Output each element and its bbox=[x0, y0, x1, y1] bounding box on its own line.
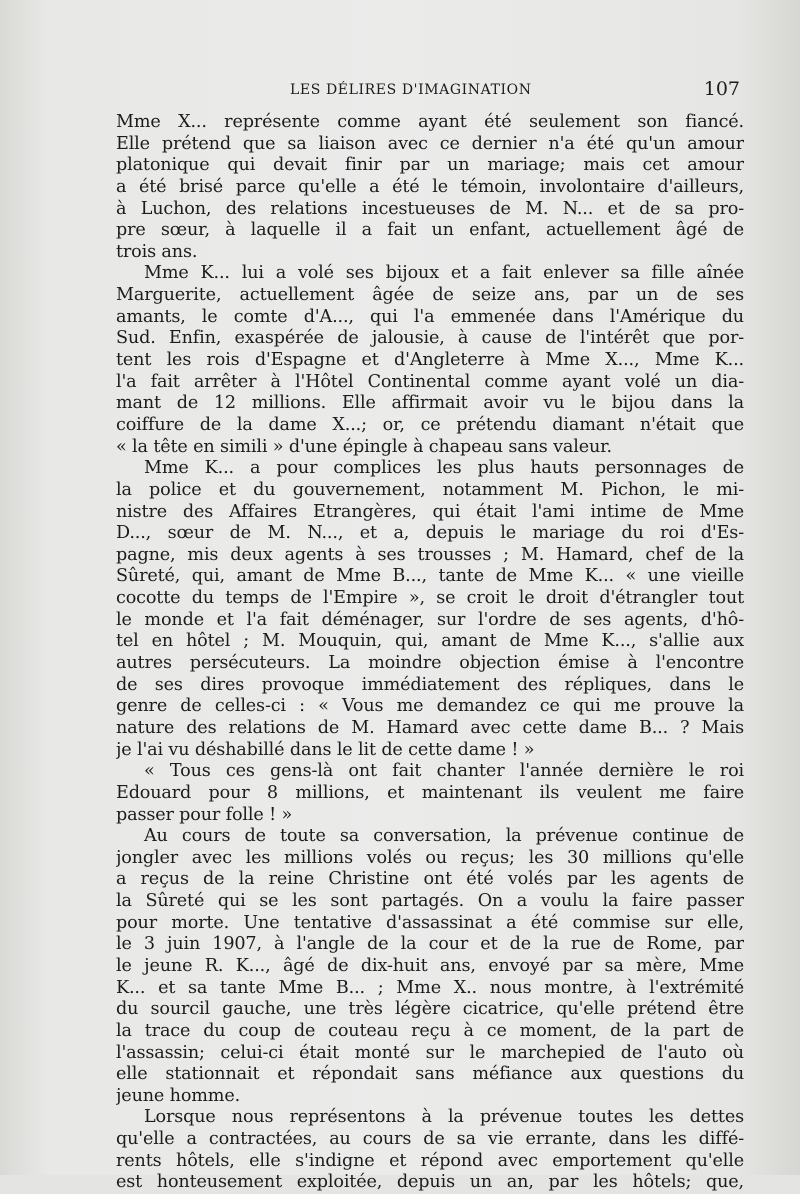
text-line: tel en hôtel ; M. Mouquin, qui, amant de Mme K..., s'allie aux bbox=[116, 631, 744, 652]
text-line: de ses dires provoque immédiatement des répliques, dans le bbox=[116, 674, 744, 695]
text-line: est honteusement exploitée, depuis un an, par les hôtels; que, bbox=[116, 1172, 744, 1193]
text-line: qu'elle a contractées, au cours de sa vie errante, dans les diffé- bbox=[116, 1129, 744, 1150]
text-line: Lorsque nous représentons à la prévenue toutes les dettes bbox=[144, 1107, 744, 1128]
text-line: nistre des Affaires Etrangères, qui était l'ami intime de Mme bbox=[116, 501, 744, 522]
text-line: mant de 12 millions. Elle affirmait avoir vu le bijou dans la bbox=[116, 393, 744, 414]
text-line: cocotte du temps de l'Empire », se croit le droit d'étrangler tout bbox=[116, 588, 744, 609]
text-line: tent les rois d'Espagne et d'Angleterre à Mme X..., Mme K... bbox=[116, 350, 744, 371]
text-line: a reçus de la reine Christine ont été volés par les agents de bbox=[116, 869, 744, 890]
text-line: Elle prétend que sa liaison avec ce dernier n'a été qu'un amour bbox=[116, 133, 744, 154]
text-line: Sûreté, qui, amant de Mme B..., tante de Mme K... « une vieille bbox=[116, 566, 744, 587]
text-line: amants, le comte d'A..., qui l'a emmenée dans l'Amérique du bbox=[116, 306, 744, 327]
text-line: « Tous ces gens-là ont fait chanter l'année dernière le roi bbox=[144, 761, 744, 782]
text-line: pour morte. Une tentative d'assassinat a été commise sur elle, bbox=[116, 912, 744, 933]
text-line: elle stationnait et répondait sans méfiance aux questions du bbox=[116, 1064, 744, 1085]
text-line: passer pour folle ! » bbox=[116, 804, 293, 825]
text-line: D..., sœur de M. N..., et a, depuis le mariage du roi d'Es- bbox=[116, 523, 744, 544]
text-line: pagne, mis deux agents à ses trousses ; M. Hamard, chef de la bbox=[116, 544, 744, 565]
text-line: du sourcil gauche, une très légère cicatrice, qu'elle prétend être bbox=[116, 999, 744, 1020]
text-line: autres persécuteurs. La moindre objection émise à l'encontre bbox=[116, 653, 744, 674]
text-line: genre de celles-ci : « Vous me demandez ce qui me prouve la bbox=[116, 696, 744, 717]
text-line: Mme K... lui a volé ses bijoux et a fait enlever sa fille aînée bbox=[144, 263, 744, 284]
text-line: le monde et l'a fait déménager, sur l'ordre de ses agents, d'hô- bbox=[116, 609, 744, 630]
running-title: LES DÉLIRES D'IMAGINATION bbox=[290, 82, 532, 98]
text-line: trois ans. bbox=[116, 241, 198, 262]
text-line: rents hôtels, elle s'indigne et répond avec emportement qu'elle bbox=[116, 1150, 744, 1171]
text-line: platonique qui devait finir par un mariage; mais cet amour bbox=[116, 155, 744, 176]
text-line: K... et sa tante Mme B... ; Mme X.. nous montre, à l'extrémité bbox=[116, 977, 744, 998]
text-line: le jeune R. K..., âgé de dix-huit ans, envoyé par sa mère, Mme bbox=[116, 955, 744, 976]
text-line: Marguerite, actuellement âgée de seize ans, par un de ses bbox=[116, 285, 744, 306]
text-line: la Sûreté qui se les sont partagés. On a voulu la faire passer bbox=[116, 891, 744, 912]
text-line: pre sœur, à laquelle il a fait un enfant, actuellement âgé de bbox=[116, 220, 744, 241]
text-line: à Luchon, des relations incestueuses de M. N... et de sa pro- bbox=[116, 198, 744, 219]
text-line: Sud. Enfin, exaspérée de jalousie, à cause de l'intérêt que por- bbox=[116, 328, 744, 349]
text-line: coiffure de la dame X...; or, ce prétendu diamant n'était que bbox=[116, 414, 744, 435]
text-line: Edouard pour 8 millions, et maintenant ils veulent me faire bbox=[116, 782, 744, 803]
text-line: l'a fait arrêter à l'Hôtel Continental comme ayant volé un dia- bbox=[116, 371, 744, 392]
text-line: le 3 juin 1907, à l'angle de la cour et de la rue de Rome, par bbox=[116, 934, 744, 955]
text-line: Mme X... représente comme ayant été seulement son fiancé. bbox=[116, 112, 744, 132]
text-line: a été brisé parce qu'elle a été le témoin, involontaire d'ailleurs, bbox=[116, 176, 744, 197]
text-line: l'assassin; celui-ci était monté sur le marchepied de l'auto où bbox=[116, 1042, 744, 1063]
text-line: la police et du gouvernement, notamment M. Pichon, le mi- bbox=[116, 479, 744, 500]
text-line: « la tête en simili » d'une épingle à chapeau sans valeur. bbox=[116, 436, 612, 457]
text-line: Au cours de toute sa conversation, la prévenue continue de bbox=[144, 826, 744, 847]
page-number: 107 bbox=[703, 78, 740, 100]
text-line: la trace du coup de couteau reçu à ce moment, de la part de bbox=[116, 1020, 744, 1041]
text-line: Mme K... a pour complices les plus hauts personnages de bbox=[144, 458, 744, 479]
text-line: jeune homme. bbox=[116, 1085, 241, 1106]
text-line: jongler avec les millions volés ou reçus; les 30 millions qu'elle bbox=[116, 847, 744, 868]
running-head bbox=[290, 78, 740, 104]
text-line: nature des relations de M. Hamard avec cette dame B... ? Mais bbox=[116, 717, 744, 738]
text-line: je l'ai vu déshabillé dans le lit de cette dame ! » bbox=[116, 739, 535, 760]
body-text bbox=[116, 112, 744, 1194]
